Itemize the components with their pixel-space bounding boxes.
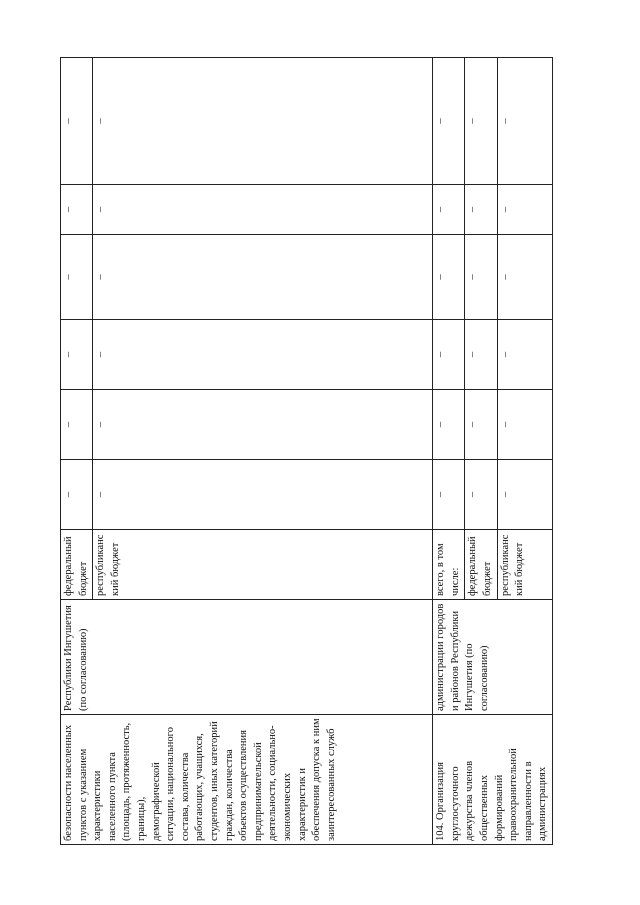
rotated-table-wrapper	[60, 58, 549, 845]
table-row	[433, 58, 465, 845]
value-cell: –	[61, 390, 93, 460]
value-cell: –	[465, 390, 497, 460]
value-cell: –	[61, 320, 93, 390]
source-cell: федеральный бюджет	[465, 530, 497, 600]
value-cell: –	[497, 58, 552, 185]
value-cell: –	[93, 320, 433, 390]
value-cell: –	[465, 320, 497, 390]
value-cell: –	[433, 235, 465, 320]
measure-cell: 104. Организация круглосуточного дежурства членов общественных формирований правоохранительной направленности в администрациях	[433, 715, 553, 845]
value-cell: –	[93, 235, 433, 320]
value-cell: –	[61, 185, 93, 235]
value-cell: –	[497, 390, 552, 460]
value-cell: –	[93, 390, 433, 460]
value-cell: –	[93, 460, 433, 530]
value-cell: –	[433, 460, 465, 530]
executor-cell: администрации городов и районов Республики Ингушетия (по согласованию)	[433, 600, 553, 715]
table-row	[61, 58, 93, 845]
value-cell: –	[465, 460, 497, 530]
value-cell: –	[465, 185, 497, 235]
value-cell: –	[497, 320, 552, 390]
source-cell: республиканский бюджет	[93, 530, 433, 600]
value-cell: –	[61, 58, 93, 185]
value-cell: –	[61, 235, 93, 320]
value-cell: –	[497, 235, 552, 320]
source-cell: республиканский бюджет	[497, 530, 552, 600]
value-cell: –	[465, 58, 497, 185]
value-cell: –	[93, 185, 433, 235]
value-cell: –	[465, 235, 497, 320]
executor-cell: Республики Ингушетия (по согласованию)	[61, 600, 433, 715]
value-cell: –	[93, 58, 433, 185]
measure-cell: безопасности населенных пунктов с указанием характеристики населенного пункта (площадь, протяженность, границы), демографической ситуации, национального состава, количества работающих, учащихся, студентов, иных категорий граждан, количества объектов осуществления предпринимательской деятельности, социально-экономических характеристик и обеспечения допуска к ним заинтересованных служб	[61, 715, 433, 845]
source-cell: всего, в том числе:	[433, 530, 465, 600]
value-cell: –	[61, 460, 93, 530]
value-cell: –	[433, 320, 465, 390]
value-cell: –	[497, 460, 552, 530]
source-cell: федеральный бюджет	[61, 530, 93, 600]
value-cell: –	[433, 390, 465, 460]
value-cell: –	[497, 185, 552, 235]
value-cell: –	[433, 185, 465, 235]
value-cell: –	[433, 58, 465, 185]
program-measures-table	[60, 57, 553, 845]
